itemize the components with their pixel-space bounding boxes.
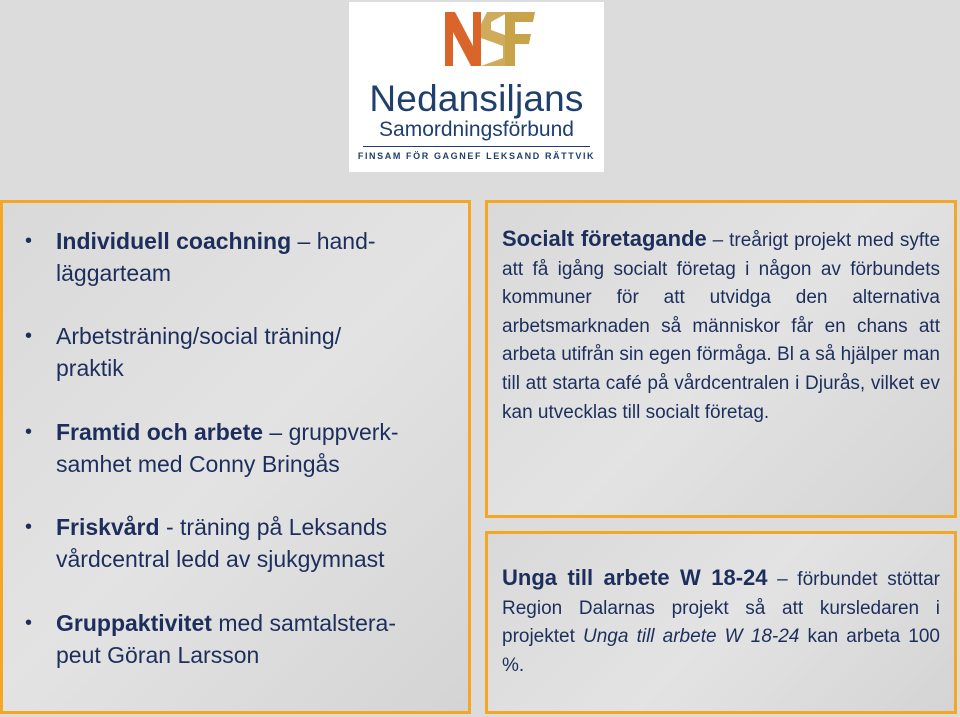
section-body: treårigt projekt med syfte att få igång socialt företag i någon av förbundets kommuner för att utvidga den alternativa arbetsmarknaden så människor får en chans att arbeta utifrån sin egen förmåga. Bl a så hjälper man till att starta café på vårdcentralen i Djurås, vilket ev kan utvecklas till socialt företag. <box>502 230 941 423</box>
item-text-line1: med samtalstera- <box>218 610 396 636</box>
list-item-text <box>56 511 456 575</box>
logo-divider <box>363 146 590 147</box>
item-text-line1: hand- <box>316 228 376 254</box>
logo-tagline: FINSAM FÖR GAGNEF LEKSAND RÄTTVIK <box>357 151 596 161</box>
bullet-icon: • <box>25 230 33 252</box>
item-title: Individuell coachning <box>56 228 292 254</box>
social-enterprise-panel <box>485 200 957 518</box>
section-title: Unga till arbete W 18-24 <box>502 565 768 590</box>
item-dash: – <box>291 228 317 254</box>
section-dash: – <box>706 230 730 251</box>
item-text-line2: läggarteam <box>56 260 172 286</box>
logo-name: Nedansiljans <box>369 78 584 119</box>
list-item-text <box>56 225 456 289</box>
item-title: Gruppaktivitet <box>56 610 212 636</box>
section-body: förbundet stöttar Region Dalarnas projekt så att kursledaren i projektet <box>502 569 940 648</box>
item-text-line2: vårdcentral ledd av sjukgymnast <box>56 546 385 572</box>
item-text-line1: Arbetsträning/social träning/ <box>56 323 342 349</box>
section-title: Socialt företagande <box>502 226 707 251</box>
item-text-line2: peut Göran Larsson <box>56 642 260 668</box>
section-dash: – <box>767 569 798 590</box>
logo <box>349 2 604 172</box>
bullet-icon: • <box>25 516 33 538</box>
item-text-line1: träning på Leksands <box>180 514 388 540</box>
youth-work-panel <box>485 531 957 714</box>
bullet-icon: • <box>25 421 33 443</box>
item-title: Framtid och arbete <box>56 419 264 445</box>
section-body-end: kan arbeta 100 %. <box>502 626 940 676</box>
nsf-monogram-icon <box>349 2 604 78</box>
list-item-text <box>56 416 456 480</box>
item-text-line1: gruppverk- <box>288 419 399 445</box>
item-text-line2: samhet med Conny Bringås <box>56 451 340 477</box>
item-text-line2: praktik <box>56 355 124 381</box>
bullet-icon: • <box>25 325 33 347</box>
activities-panel <box>0 200 471 714</box>
logo-subtitle: Samordningsförbund <box>379 118 574 141</box>
item-dash: – <box>263 419 289 445</box>
item-title: Friskvård <box>56 514 160 540</box>
list-item-text <box>56 320 456 384</box>
list-item-text <box>56 607 456 671</box>
bullet-icon: • <box>25 612 33 634</box>
youth-work-text <box>502 564 940 680</box>
item-dash: - <box>159 514 181 540</box>
section-body-italic: Unga till arbete W 18-24 <box>583 626 800 648</box>
social-enterprise-text <box>502 225 940 427</box>
